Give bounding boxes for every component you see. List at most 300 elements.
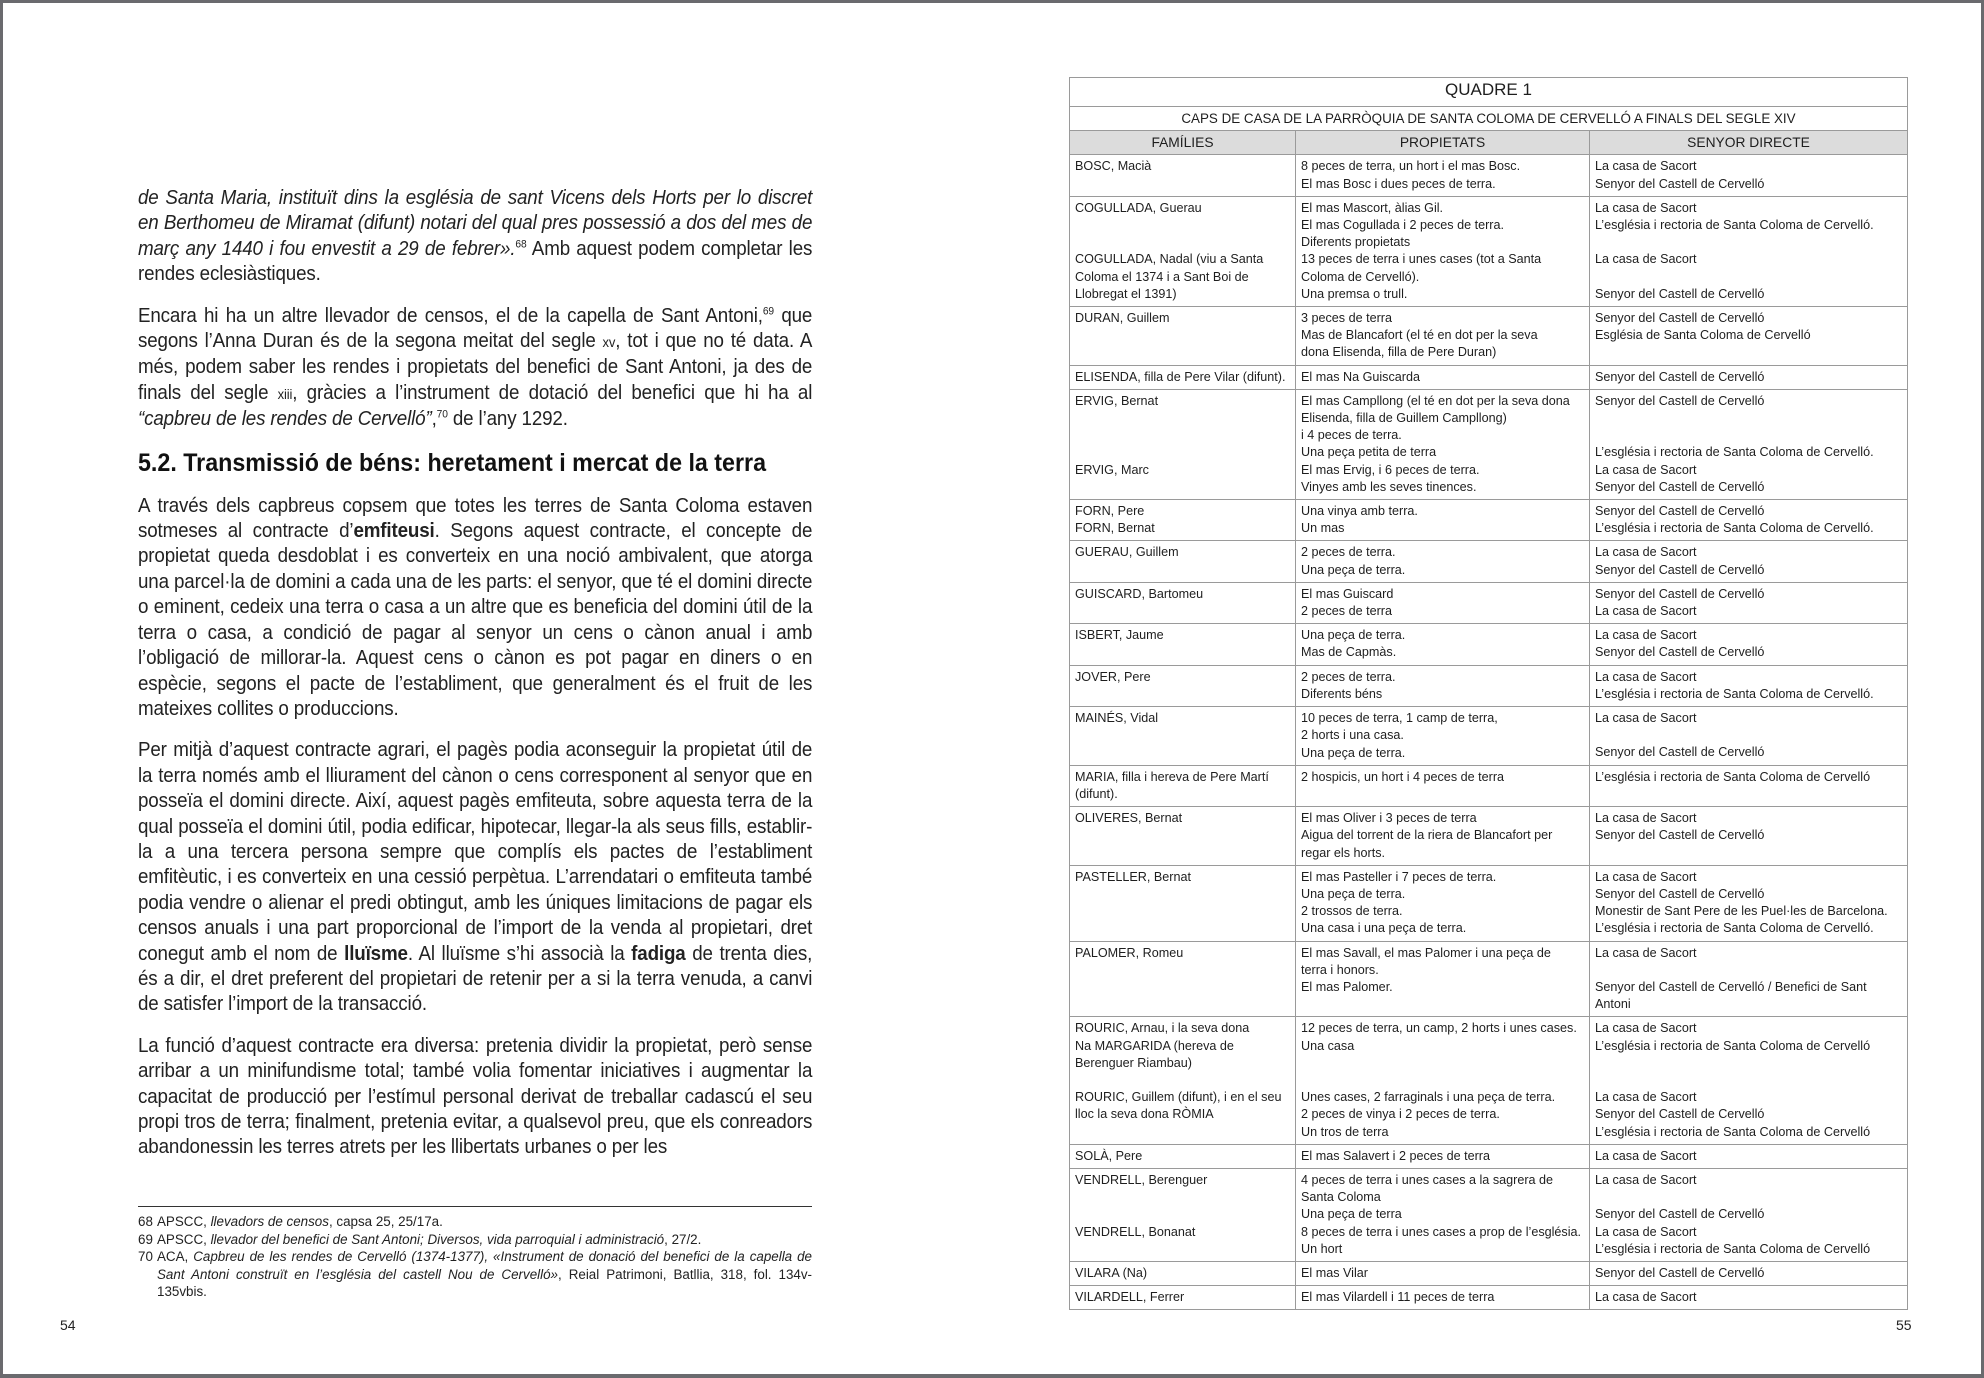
cell-line: Berenguer Riambau) xyxy=(1075,1055,1192,1070)
cell-line: El mas Guiscard xyxy=(1301,586,1394,601)
families-cell xyxy=(1070,389,1296,499)
cell-line: ROURIC, Guillem (difunt), i en el seu xyxy=(1075,1090,1282,1105)
table-row xyxy=(1070,541,1908,582)
cell-line: 13 peces de terra i unes cases (tot a Santa xyxy=(1301,252,1542,267)
cell-line: 2 peces de terra. xyxy=(1301,669,1396,684)
text-run: llevador del benefici de Sant Antoni; Diversos, vida parroquial i administració xyxy=(210,1231,665,1247)
table-row xyxy=(1070,1017,1908,1144)
cell-line: FORN, Bernat xyxy=(1075,521,1155,536)
cell-line xyxy=(1075,344,1290,361)
cell-line xyxy=(1595,786,1902,803)
cell-line: Llobregat el 1391) xyxy=(1075,286,1177,301)
cell-line: Na MARGARIDA (hereva de xyxy=(1075,1038,1234,1053)
cell-line: i 4 peces de terra. xyxy=(1301,428,1402,443)
text-run: Per mitjà d’aquest contracte agrari, el pagès podia aconseguir la propietat útil de la terra només amb el lliurament del cànon o cens corresponent al senyor que en posseïa el domini directe. Així, aquest pagès emfiteuta, sobre aquesta terra de la qual posseïa el domini útil, podia edificar, hipotecar, llegar-la als seus fills, establir-la a una tercera persona sempre que complís els pactes de l’establiment emfitèutic, i es converteix en una cessió perpètua. L’arrendatari o emfiteuta també podia vendre o alienar el predi obtingut, amb les úniques limitacions de pagar els censos anuals i una part proporcional de l’import de la venda al propietari, dret conegut amb el nom de xyxy=(138,739,813,965)
cell-line: L’església i rectoria de Santa Coloma de Cervelló xyxy=(1595,1038,1871,1053)
cell-line: 4 peces de terra i unes cases a la sagrera de xyxy=(1301,1172,1554,1187)
cell-line xyxy=(1301,996,1584,1013)
text-run: de trenta dies, és a dir, el dret preferent del propietari de retenir per a si la terra venuda, a canvi de satisfer l’import de la transacció. xyxy=(138,942,813,1016)
cell-line: El mas Mascort, àlias Gil. xyxy=(1301,200,1444,215)
cell-line: Monestir de Sant Pere de les Puel·les de Barcelona. xyxy=(1595,904,1888,919)
section-heading: 5.2. Transmissió de béns: heretament i mercat de la terra xyxy=(138,448,767,477)
text-run: que segons l’Anna Duran és de la segona meitat del segle xyxy=(138,304,813,353)
families-cell xyxy=(1070,707,1296,766)
cell-line xyxy=(1595,234,1902,251)
cell-line: MARIA, filla i hereva de Pere Martí xyxy=(1075,769,1269,784)
cell-line xyxy=(1075,444,1290,461)
column-header-properties: PROPIETATS xyxy=(1296,131,1590,155)
cell-line: Una peça petita de terra xyxy=(1301,445,1437,460)
footnote-text xyxy=(157,1231,812,1249)
text-run: APSCC, xyxy=(157,1214,211,1229)
cell-line xyxy=(1075,727,1290,744)
lord-cell xyxy=(1590,307,1908,366)
cell-line xyxy=(1595,1055,1902,1072)
cell-line: Una peça de terra. xyxy=(1301,886,1406,901)
cell-line: La casa de Sacort xyxy=(1595,945,1697,960)
cell-line xyxy=(1075,1072,1290,1089)
cell-line xyxy=(1595,427,1902,444)
lord-cell xyxy=(1590,1286,1908,1310)
cell-line: PASTELLER, Bernat xyxy=(1075,869,1191,884)
cell-line: lloc la seva dona RÒMIA xyxy=(1075,1107,1214,1122)
table-subtitle: CAPS DE CASA DE LA PARRÒQUIA DE SANTA COLOMA DE CERVELLÓ A FINALS DEL SEGLE XIV xyxy=(1070,107,1908,131)
cell-line xyxy=(1075,845,1290,862)
lord-cell xyxy=(1590,389,1908,499)
cell-line: Aigua del torrent de la riera de Blancafort per xyxy=(1301,828,1553,843)
cell-line xyxy=(1595,1072,1902,1089)
column-header-families: FAMÍLIES xyxy=(1070,131,1296,155)
cell-line: Senyor del Castell de Cervelló xyxy=(1595,504,1765,519)
cell-line xyxy=(1075,427,1290,444)
cell-line: L’església i rectoria de Santa Coloma de Cervelló. xyxy=(1595,445,1874,460)
table-row xyxy=(1070,196,1908,306)
cell-line: 2 peces de terra xyxy=(1301,604,1393,619)
cell-line: La casa de Sacort xyxy=(1595,545,1697,560)
cell-line: (difunt). xyxy=(1075,786,1118,801)
footnote xyxy=(138,1213,812,1231)
cell-line: L’església i rectoria de Santa Coloma de Cervelló. xyxy=(1595,921,1874,936)
cell-line: regar els horts. xyxy=(1301,845,1385,860)
cell-line: Senyor del Castell de Cervelló xyxy=(1595,286,1765,301)
lord-cell xyxy=(1590,665,1908,706)
families-cell xyxy=(1070,1261,1296,1285)
text-run: Amb aquest podem completar les rendes eclesiàstiques. xyxy=(138,237,813,286)
text-run: . Al lluïsme s’hi associà la xyxy=(407,942,632,965)
table-body xyxy=(1070,155,1908,1310)
cell-line: El mas Palomer. xyxy=(1301,979,1393,994)
intro-paragraphs xyxy=(138,186,812,433)
cell-line: Senyor del Castell de Cervelló / Benefici de Sant xyxy=(1595,979,1867,994)
section-paragraphs xyxy=(138,494,812,1161)
families-cell xyxy=(1070,365,1296,389)
column-header-lord: SENYOR DIRECTE xyxy=(1590,131,1908,155)
footnote-marker: 69 xyxy=(762,304,774,317)
cell-line: La casa de Sacort xyxy=(1595,669,1697,684)
body-paragraph xyxy=(138,186,812,288)
cell-line xyxy=(1595,727,1902,744)
table-row xyxy=(1070,1144,1908,1168)
cell-line: Una peça de terra xyxy=(1301,1207,1402,1222)
cell-line xyxy=(1075,1206,1290,1223)
cell-line: Diferents propietats xyxy=(1301,235,1411,250)
families-cell xyxy=(1070,500,1296,541)
families-cell xyxy=(1070,941,1296,1017)
table-row xyxy=(1070,941,1908,1017)
cell-line xyxy=(1075,744,1290,761)
quadre-table-container xyxy=(1069,77,1907,1310)
properties-cell xyxy=(1296,155,1590,196)
cell-line: El mas Ervig, i 6 peces de terra. xyxy=(1301,462,1480,477)
lord-cell xyxy=(1590,500,1908,541)
footnote-number: 68 xyxy=(138,1214,153,1229)
cell-line: PALOMER, Romeu xyxy=(1075,945,1184,960)
text-run: Capbreu de les rendes de Cervelló (1374-1377), «Instrument de donació del benefici de la capella de Sant Antoni construït en l’església del castell Nou de Cervelló» xyxy=(157,1249,812,1282)
cell-line: Una casa xyxy=(1301,1038,1355,1053)
cell-line: Mas de Capmàs. xyxy=(1301,645,1397,660)
text-run: . Segons aquest contracte, el concepte de propietat queda desdoblat i es converteix en una noció ambivalent, que atorga una parcel·la de domini a cada una de les parts: el senyor, que té el domini directe o eminent, cedeix una terra o casa a un altre que es beneficia del domini útil de la terra o casa, a condició de pagar al senyor un cens o cànon anual i amb l’obligació de millorar-la. Aquest cens o cànon es pot pagar en diners o en espècie, segons el pacte de l’establiment, que generalment és el fruit de les mateixes collites o produccions. xyxy=(138,520,813,720)
lord-cell xyxy=(1590,624,1908,665)
cell-line: GUISCARD, Bartomeu xyxy=(1075,586,1204,601)
cell-line: Senyor del Castell de Cervelló xyxy=(1595,369,1765,384)
families-cell xyxy=(1070,865,1296,941)
text-run: , capsa 25, 25/17a. xyxy=(328,1214,443,1229)
cell-line: Una peça de terra. xyxy=(1301,628,1406,643)
table-row xyxy=(1070,1286,1908,1310)
cell-line: Una peça de terra. xyxy=(1301,745,1406,760)
families-cell xyxy=(1070,582,1296,623)
cell-line: Senyor del Castell de Cervelló xyxy=(1595,393,1765,408)
cell-line: FORN, Pere xyxy=(1075,504,1145,519)
cell-line xyxy=(1075,327,1290,344)
cell-line xyxy=(1595,344,1902,361)
cell-line xyxy=(1301,1072,1584,1089)
properties-cell xyxy=(1296,365,1590,389)
cell-line: El mas Pasteller i 7 peces de terra. xyxy=(1301,869,1497,884)
cell-line: Una vinya amb terra. xyxy=(1301,504,1418,519)
lord-cell xyxy=(1590,196,1908,306)
cell-line: La casa de Sacort xyxy=(1595,1090,1697,1105)
cell-line: Una premsa o trull. xyxy=(1301,286,1408,301)
cell-line: Diferents béns xyxy=(1301,686,1383,701)
cell-line: VENDRELL, Berenguer xyxy=(1075,1172,1208,1187)
lord-cell xyxy=(1590,541,1908,582)
families-cell xyxy=(1070,765,1296,806)
lord-cell xyxy=(1590,1144,1908,1168)
properties-cell xyxy=(1296,865,1590,941)
cell-line: 2 horts i una casa. xyxy=(1301,728,1404,743)
cell-line: La casa de Sacort xyxy=(1595,628,1697,643)
text-run: de l’any 1292. xyxy=(447,408,568,431)
cell-line: 2 trossos de terra. xyxy=(1301,904,1403,919)
cell-line: El mas Savall, el mas Palomer i una peça de xyxy=(1301,945,1551,960)
table-row xyxy=(1070,307,1908,366)
families-cell xyxy=(1070,307,1296,366)
cell-line: Elisenda, filla de Guillem Campllong) xyxy=(1301,411,1507,426)
cell-line: 3 peces de terra xyxy=(1301,311,1393,326)
table-row xyxy=(1070,582,1908,623)
text-run: llevadors de censos xyxy=(210,1214,329,1229)
text-run: , gràcies a l’instrument de dotació del benefici que hi ha al xyxy=(292,381,813,404)
body-paragraph xyxy=(138,494,812,723)
cell-line xyxy=(1075,1124,1290,1141)
cell-line: El mas Salavert i 2 peces de terra xyxy=(1301,1148,1490,1163)
lord-cell xyxy=(1590,1168,1908,1261)
cell-line: Senyor del Castell de Cervelló xyxy=(1595,586,1765,601)
families-cell xyxy=(1070,1144,1296,1168)
body-paragraph xyxy=(138,304,812,433)
cell-line: La casa de Sacort xyxy=(1595,200,1697,215)
cell-line xyxy=(1075,686,1290,703)
table-row xyxy=(1070,665,1908,706)
cell-line: Senyor del Castell de Cervelló xyxy=(1595,311,1765,326)
cell-line: Senyor del Castell de Cervelló xyxy=(1595,1107,1765,1122)
footnotes xyxy=(138,1206,812,1301)
cell-line xyxy=(1075,479,1290,496)
cell-line: Senyor del Castell de Cervelló xyxy=(1595,562,1765,577)
text-run: Encara hi ha un altre llevador de censos, el de la capella de Sant Antoni, xyxy=(138,304,763,327)
table-title-row xyxy=(1070,78,1908,107)
families-cell xyxy=(1070,1017,1296,1144)
text-run: emfiteusi xyxy=(353,520,435,543)
lord-cell xyxy=(1590,765,1908,806)
cell-line xyxy=(1075,644,1290,661)
table-row xyxy=(1070,1261,1908,1285)
table-row xyxy=(1070,707,1908,766)
cell-line xyxy=(1075,234,1290,251)
text-run: A través dels capbreus copsem que totes les terres de Santa Coloma estaven sotmeses al contracte d’ xyxy=(138,494,813,543)
cell-line: La casa de Sacort xyxy=(1595,1224,1697,1239)
left-page xyxy=(138,186,812,1177)
table-subtitle-row xyxy=(1070,107,1908,131)
page-number-right: 55 xyxy=(1896,1317,1912,1333)
table-row xyxy=(1070,624,1908,665)
cell-line: Unes cases, 2 farraginals i una peça de terra. xyxy=(1301,1090,1556,1105)
text-run: , 27/2. xyxy=(664,1231,702,1247)
families-cell xyxy=(1070,624,1296,665)
cell-line: ELISENDA, filla de Pere Vilar (difunt). xyxy=(1075,369,1286,384)
text-run: “capbreu de les rendes de Cervelló” xyxy=(138,408,432,431)
cell-line: L’església i rectoria de Santa Coloma de Cervelló. xyxy=(1595,686,1874,701)
families-cell xyxy=(1070,196,1296,306)
cell-line: Coloma de Cervelló). xyxy=(1301,269,1420,284)
lord-cell xyxy=(1590,1261,1908,1285)
cell-line: BOSC, Macià xyxy=(1075,159,1152,174)
cell-line: Antoni xyxy=(1595,997,1631,1012)
cell-line xyxy=(1595,410,1902,427)
properties-cell xyxy=(1296,541,1590,582)
cell-line: OLIVERES, Bernat xyxy=(1075,811,1183,826)
lord-cell xyxy=(1590,155,1908,196)
cell-line: terra i honors. xyxy=(1301,962,1379,977)
footnote-number: 69 xyxy=(138,1231,153,1247)
cell-line: Coloma el 1374 i a Sant Boi de xyxy=(1075,269,1249,284)
footnote-marker: 68 xyxy=(515,238,527,251)
cell-line: Senyor del Castell de Cervelló xyxy=(1595,1207,1765,1222)
lord-cell xyxy=(1590,865,1908,941)
cell-line: L’església i rectoria de Santa Coloma de Cervelló xyxy=(1595,1241,1871,1256)
families-cell xyxy=(1070,807,1296,866)
cell-line: La casa de Sacort xyxy=(1595,1148,1697,1163)
properties-cell xyxy=(1296,765,1590,806)
properties-cell xyxy=(1296,1261,1590,1285)
cell-line: VILARDELL, Ferrer xyxy=(1075,1290,1185,1305)
cell-line: La casa de Sacort xyxy=(1595,711,1697,726)
table-row xyxy=(1070,365,1908,389)
cell-line: ROURIC, Arnau, i la seva dona xyxy=(1075,1021,1250,1036)
footnote-text xyxy=(157,1213,812,1231)
cell-line: Santa Coloma xyxy=(1301,1190,1381,1205)
table-row xyxy=(1070,155,1908,196)
cell-line: La casa de Sacort xyxy=(1595,604,1697,619)
cell-line: Un tros de terra xyxy=(1301,1124,1389,1139)
table-row xyxy=(1070,500,1908,541)
cell-line: Un hort xyxy=(1301,1241,1343,1256)
cell-line xyxy=(1075,562,1290,579)
cell-line: La casa de Sacort xyxy=(1595,462,1697,477)
properties-cell xyxy=(1296,500,1590,541)
properties-cell xyxy=(1296,807,1590,866)
properties-cell xyxy=(1296,941,1590,1017)
cell-line: Un mas xyxy=(1301,521,1345,536)
cell-line: dona Elisenda, filla de Pere Duran) xyxy=(1301,345,1497,360)
properties-cell xyxy=(1296,307,1590,366)
text-run: xv xyxy=(602,334,616,351)
properties-cell xyxy=(1296,1286,1590,1310)
body-paragraph xyxy=(138,738,812,1017)
families-cell xyxy=(1070,1168,1296,1261)
footnote-marker: 70 xyxy=(436,408,448,421)
cell-line xyxy=(1075,996,1290,1013)
properties-cell xyxy=(1296,1017,1590,1144)
cell-line: L’església i rectoria de Santa Coloma de Cervelló. xyxy=(1595,521,1874,536)
properties-cell xyxy=(1296,196,1590,306)
cell-line: Senyor del Castell de Cervelló xyxy=(1595,828,1765,843)
cell-line: L’església i rectoria de Santa Coloma de Cervelló xyxy=(1595,1124,1871,1139)
table-header-row xyxy=(1070,131,1908,155)
cell-line: 8 peces de terra, un hort i el mas Bosc. xyxy=(1301,159,1521,174)
cell-line: Senyor del Castell de Cervelló xyxy=(1595,645,1765,660)
quadre-table xyxy=(1069,77,1908,1310)
cell-line: El mas Vilar xyxy=(1301,1265,1368,1280)
cell-line: Església de Santa Coloma de Cervelló xyxy=(1595,328,1811,343)
lord-cell xyxy=(1590,941,1908,1017)
cell-line: El mas Cogullada i 2 peces de terra. xyxy=(1301,218,1505,233)
text-run: , tot i que no té data. A més, podem saber les rendes i propietats del benefici de Sant Antoni, ja des de finals del segle xyxy=(138,330,813,404)
cell-line xyxy=(1301,1055,1584,1072)
text-run: , xyxy=(431,408,437,431)
cell-line: El mas Vilardell i 11 peces de terra xyxy=(1301,1290,1495,1305)
cell-line xyxy=(1075,827,1290,844)
text-run: de Santa Maria, instituït dins la església de sant Vicens dels Horts per lo discret en Berthomeu de Miramat (difunt) notari del qual pres possessió a dos del mes de març any 1440 i fou envestit a 29 de febrer». xyxy=(138,187,813,260)
lord-cell xyxy=(1590,707,1908,766)
cell-line: L’església i rectoria de Santa Coloma de Cervelló. xyxy=(1595,218,1874,233)
table-row xyxy=(1070,807,1908,866)
properties-cell xyxy=(1296,582,1590,623)
cell-line xyxy=(1075,979,1290,996)
footnote xyxy=(138,1248,812,1301)
cell-line: Mas de Blancafort (el té en dot per la seva xyxy=(1301,328,1538,343)
cell-line: GUERAU, Guillem xyxy=(1075,545,1179,560)
cell-line xyxy=(1075,176,1290,193)
cell-line xyxy=(1595,962,1902,979)
cell-line: 12 peces de terra, un camp, 2 horts i unes cases. xyxy=(1301,1021,1577,1036)
cell-line: 2 peces de terra. xyxy=(1301,545,1396,560)
properties-cell xyxy=(1296,389,1590,499)
cell-line: VENDRELL, Bonanat xyxy=(1075,1224,1196,1239)
cell-line: L’església i rectoria de Santa Coloma de Cervelló xyxy=(1595,769,1871,784)
text-run: fadiga xyxy=(631,942,686,965)
cell-line xyxy=(1075,920,1290,937)
cell-line: 8 peces de terra i unes cases a prop de l’església. xyxy=(1301,1224,1582,1239)
text-run: APSCC, xyxy=(157,1231,211,1247)
cell-line: DURAN, Guillem xyxy=(1075,311,1170,326)
cell-line: 2 hospicis, un hort i 4 peces de terra xyxy=(1301,769,1505,784)
families-cell xyxy=(1070,665,1296,706)
cell-line xyxy=(1075,903,1290,920)
cell-line: Una casa i una peça de terra. xyxy=(1301,921,1467,936)
properties-cell xyxy=(1296,1144,1590,1168)
cell-line: ERVIG, Marc xyxy=(1075,462,1149,477)
lord-cell xyxy=(1590,582,1908,623)
cell-line: SOLÀ, Pere xyxy=(1075,1148,1143,1163)
footnote-number: 70 xyxy=(138,1249,153,1265)
families-cell xyxy=(1070,1286,1296,1310)
cell-line: COGULLADA, Nadal (viu a Santa xyxy=(1075,252,1264,267)
cell-line: El mas Bosc i dues peces de terra. xyxy=(1301,176,1496,191)
cell-line: Senyor del Castell de Cervelló xyxy=(1595,886,1765,901)
cell-line xyxy=(1075,962,1290,979)
cell-line xyxy=(1595,269,1902,286)
cell-line: El mas Campllong (el té en dot per la seva dona xyxy=(1301,393,1570,408)
cell-line: Una peça de terra. xyxy=(1301,562,1406,577)
cell-line: Vinyes amb les seves tinences. xyxy=(1301,479,1477,494)
cell-line xyxy=(1075,603,1290,620)
lord-cell xyxy=(1590,807,1908,866)
text-run: xiii xyxy=(277,385,293,402)
lord-cell xyxy=(1590,365,1908,389)
cell-line: La casa de Sacort xyxy=(1595,1172,1697,1187)
cell-line xyxy=(1075,217,1290,234)
cell-line xyxy=(1595,845,1902,862)
footnote xyxy=(138,1231,812,1249)
body-paragraph xyxy=(138,1034,812,1161)
cell-line xyxy=(1075,886,1290,903)
lord-cell xyxy=(1590,1017,1908,1144)
cell-line: COGULLADA, Guerau xyxy=(1075,200,1202,215)
cell-line: ERVIG, Bernat xyxy=(1075,393,1159,408)
table-row xyxy=(1070,1168,1908,1261)
text-run: lluïsme xyxy=(344,942,408,965)
cell-line xyxy=(1301,786,1584,803)
properties-cell xyxy=(1296,665,1590,706)
cell-line: VILARA (Na) xyxy=(1075,1265,1148,1280)
text-run: La funció d’aquest contracte era diversa: pretenia dividir la propietat, però sense arribar a un minifundisme total; també volia fomentar iniciatives i augmentar la capacitat de producció per l’estímul personal derivat de treballar cadascú el seu propi tros de terra; finalment, pretenia evitar, a qualsevol preu, que els conreadors abandonessin les terres atrets per les llibertats urbanes o per les xyxy=(138,1034,813,1159)
cell-line xyxy=(1075,1189,1290,1206)
table-title: QUADRE 1 xyxy=(1070,78,1908,107)
cell-line: La casa de Sacort xyxy=(1595,1290,1697,1305)
page-number-left: 54 xyxy=(60,1317,76,1333)
cell-line: 2 peces de vinya i 2 peces de terra. xyxy=(1301,1107,1500,1122)
cell-line: Senyor del Castell de Cervelló xyxy=(1595,176,1765,191)
properties-cell xyxy=(1296,1168,1590,1261)
families-cell xyxy=(1070,155,1296,196)
cell-line: JOVER, Pere xyxy=(1075,669,1151,684)
cell-line: MAINÉS, Vidal xyxy=(1075,711,1159,726)
properties-cell xyxy=(1296,707,1590,766)
cell-line: Senyor del Castell de Cervelló xyxy=(1595,745,1765,760)
properties-cell xyxy=(1296,624,1590,665)
